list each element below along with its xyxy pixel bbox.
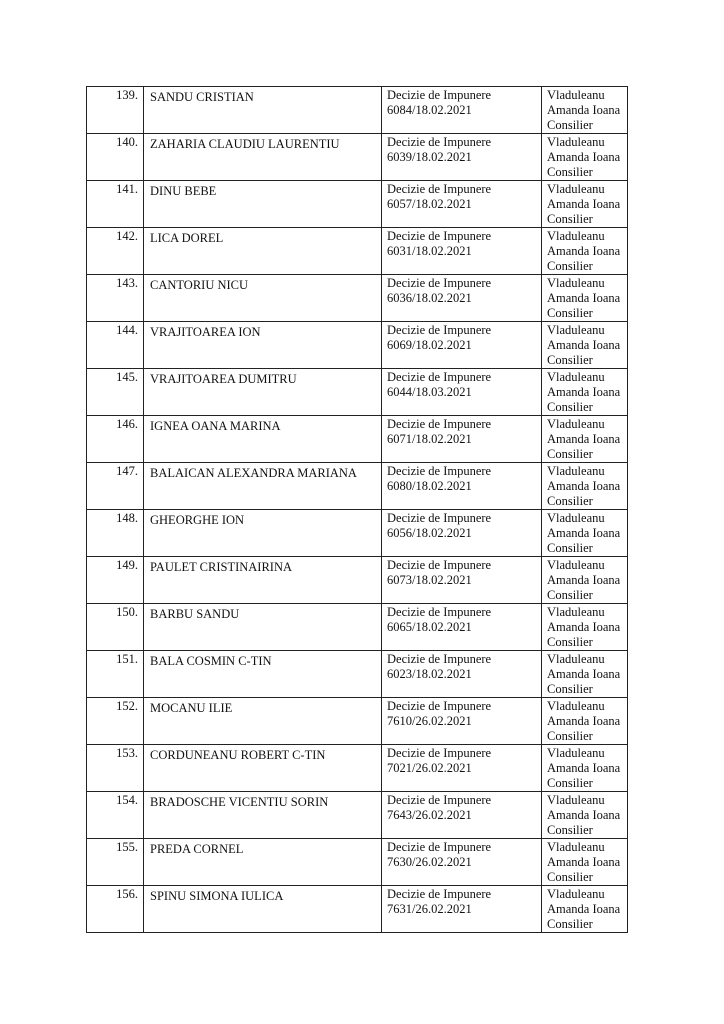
- row-number: 147.: [87, 463, 144, 510]
- responsible-cell: [542, 745, 628, 792]
- document-cell: [382, 369, 542, 416]
- table-row: [87, 839, 628, 886]
- document-type: Decizie de Impunere: [387, 652, 492, 666]
- responsible-role: Consilier: [547, 823, 593, 837]
- document-type: Decizie de Impunere: [387, 605, 492, 619]
- person-name-text: BALA COSMIN C-TIN: [150, 654, 272, 668]
- responsible-given-names: Amanda Ioana: [547, 526, 621, 540]
- row-number: 156.: [87, 886, 144, 933]
- responsible-given-names: Amanda Ioana: [547, 808, 621, 822]
- table-row: [87, 792, 628, 839]
- document-cell: [382, 416, 542, 463]
- responsible-given-names: Amanda Ioana: [547, 855, 621, 869]
- document-cell: [382, 839, 542, 886]
- person-name: [144, 463, 382, 510]
- document-cell: [382, 228, 542, 275]
- document-type: Decizie de Impunere: [387, 88, 492, 102]
- row-number: 149.: [87, 557, 144, 604]
- document-type: Decizie de Impunere: [387, 229, 492, 243]
- responsible-surname: Vladuleanu: [547, 605, 605, 619]
- person-name: [144, 275, 382, 322]
- responsible-surname: Vladuleanu: [547, 229, 605, 243]
- document-reference: 6044/18.03.2021: [387, 385, 472, 399]
- responsible-surname: Vladuleanu: [547, 276, 605, 290]
- person-name: [144, 745, 382, 792]
- responsible-surname: Vladuleanu: [547, 793, 605, 807]
- document-cell: [382, 698, 542, 745]
- responsible-role: Consilier: [547, 776, 593, 790]
- document-cell: [382, 792, 542, 839]
- responsible-role: Consilier: [547, 917, 593, 931]
- table-row: [87, 134, 628, 181]
- responsible-cell: [542, 228, 628, 275]
- table-row: [87, 322, 628, 369]
- document-cell: [382, 134, 542, 181]
- document-reference: 6056/18.02.2021: [387, 526, 472, 540]
- person-name-text: CORDUNEANU ROBERT C-TIN: [150, 748, 326, 762]
- responsible-cell: [542, 87, 628, 134]
- document-type: Decizie de Impunere: [387, 699, 492, 713]
- responsible-role: Consilier: [547, 118, 593, 132]
- document-type: Decizie de Impunere: [387, 323, 492, 337]
- table-row: [87, 604, 628, 651]
- person-name-text: PAULET CRISTINAIRINA: [150, 560, 293, 574]
- responsible-cell: [542, 181, 628, 228]
- document-type: Decizie de Impunere: [387, 135, 492, 149]
- person-name: [144, 698, 382, 745]
- row-number: 150.: [87, 604, 144, 651]
- person-name: [144, 322, 382, 369]
- document-reference: 6036/18.02.2021: [387, 291, 472, 305]
- document-type: Decizie de Impunere: [387, 793, 492, 807]
- table-row: [87, 698, 628, 745]
- person-name: [144, 651, 382, 698]
- person-name: [144, 228, 382, 275]
- responsible-cell: [542, 886, 628, 933]
- records-table-body: [87, 87, 628, 933]
- responsible-surname: Vladuleanu: [547, 887, 605, 901]
- table-row: [87, 416, 628, 463]
- document-reference: 6080/18.02.2021: [387, 479, 472, 493]
- document-reference: 6069/18.02.2021: [387, 338, 472, 352]
- responsible-cell: [542, 698, 628, 745]
- responsible-given-names: Amanda Ioana: [547, 338, 621, 352]
- responsible-cell: [542, 839, 628, 886]
- responsible-role: Consilier: [547, 729, 593, 743]
- row-number: 154.: [87, 792, 144, 839]
- responsible-surname: Vladuleanu: [547, 511, 605, 525]
- responsible-role: Consilier: [547, 165, 593, 179]
- document-reference: 6023/18.02.2021: [387, 667, 472, 681]
- responsible-given-names: Amanda Ioana: [547, 902, 621, 916]
- person-name: [144, 416, 382, 463]
- responsible-role: Consilier: [547, 494, 593, 508]
- document-type: Decizie de Impunere: [387, 511, 492, 525]
- person-name-text: BALAICAN ALEXANDRA MARIANA: [150, 466, 357, 480]
- person-name: [144, 369, 382, 416]
- document-reference: 6031/18.02.2021: [387, 244, 472, 258]
- table-row: [87, 745, 628, 792]
- responsible-role: Consilier: [547, 541, 593, 555]
- person-name-text: DINU BEBE: [150, 184, 217, 198]
- document-reference: 6073/18.02.2021: [387, 573, 472, 587]
- responsible-role: Consilier: [547, 870, 593, 884]
- document-cell: [382, 557, 542, 604]
- row-number: 155.: [87, 839, 144, 886]
- table-row: [87, 87, 628, 134]
- responsible-given-names: Amanda Ioana: [547, 197, 621, 211]
- table-row: [87, 886, 628, 933]
- document-reference: 7630/26.02.2021: [387, 855, 472, 869]
- person-name: [144, 510, 382, 557]
- person-name-text: MOCANU ILIE: [150, 701, 233, 715]
- person-name: [144, 557, 382, 604]
- document-type: Decizie de Impunere: [387, 276, 492, 290]
- responsible-given-names: Amanda Ioana: [547, 573, 621, 587]
- responsible-given-names: Amanda Ioana: [547, 714, 621, 728]
- responsible-given-names: Amanda Ioana: [547, 667, 621, 681]
- responsible-role: Consilier: [547, 353, 593, 367]
- document-reference: 7610/26.02.2021: [387, 714, 472, 728]
- responsible-role: Consilier: [547, 588, 593, 602]
- document-type: Decizie de Impunere: [387, 417, 492, 431]
- responsible-surname: Vladuleanu: [547, 182, 605, 196]
- person-name-text: VRAJITOAREA DUMITRU: [150, 372, 297, 386]
- person-name-text: BRADOSCHE VICENTIU SORIN: [150, 795, 329, 809]
- document-cell: [382, 886, 542, 933]
- document-type: Decizie de Impunere: [387, 840, 492, 854]
- person-name-text: BARBU SANDU: [150, 607, 240, 621]
- responsible-surname: Vladuleanu: [547, 464, 605, 478]
- responsible-surname: Vladuleanu: [547, 558, 605, 572]
- responsible-cell: [542, 416, 628, 463]
- document-reference: 6057/18.02.2021: [387, 197, 472, 211]
- person-name-text: SANDU CRISTIAN: [150, 90, 254, 104]
- person-name: [144, 87, 382, 134]
- responsible-surname: Vladuleanu: [547, 652, 605, 666]
- row-number: 151.: [87, 651, 144, 698]
- person-name-text: GHEORGHE ION: [150, 513, 245, 527]
- row-number: 140.: [87, 134, 144, 181]
- row-number: 143.: [87, 275, 144, 322]
- document-reference: 7021/26.02.2021: [387, 761, 472, 775]
- responsible-given-names: Amanda Ioana: [547, 291, 621, 305]
- person-name: [144, 134, 382, 181]
- responsible-role: Consilier: [547, 635, 593, 649]
- person-name-text: SPINU SIMONA IULICA: [150, 889, 284, 903]
- row-number: 141.: [87, 181, 144, 228]
- person-name-text: IGNEA OANA MARINA: [150, 419, 281, 433]
- document-reference: 7643/26.02.2021: [387, 808, 472, 822]
- person-name-text: VRAJITOAREA ION: [150, 325, 261, 339]
- document-cell: [382, 181, 542, 228]
- person-name: [144, 181, 382, 228]
- row-number: 139.: [87, 87, 144, 134]
- responsible-given-names: Amanda Ioana: [547, 150, 621, 164]
- responsible-surname: Vladuleanu: [547, 135, 605, 149]
- responsible-cell: [542, 510, 628, 557]
- document-type: Decizie de Impunere: [387, 887, 492, 901]
- document-type: Decizie de Impunere: [387, 464, 492, 478]
- responsible-role: Consilier: [547, 306, 593, 320]
- person-name: [144, 792, 382, 839]
- table-row: [87, 369, 628, 416]
- row-number: 145.: [87, 369, 144, 416]
- document-reference: 7631/26.02.2021: [387, 902, 472, 916]
- table-row: [87, 181, 628, 228]
- responsible-given-names: Amanda Ioana: [547, 761, 621, 775]
- responsible-surname: Vladuleanu: [547, 417, 605, 431]
- document-cell: [382, 275, 542, 322]
- responsible-surname: Vladuleanu: [547, 746, 605, 760]
- person-name-text: ZAHARIA CLAUDIU LAURENTIU: [150, 137, 340, 151]
- table-row: [87, 651, 628, 698]
- document-reference: 6065/18.02.2021: [387, 620, 472, 634]
- responsible-given-names: Amanda Ioana: [547, 244, 621, 258]
- responsible-surname: Vladuleanu: [547, 88, 605, 102]
- responsible-cell: [542, 322, 628, 369]
- responsible-cell: [542, 557, 628, 604]
- document-cell: [382, 322, 542, 369]
- document-reference: 6039/18.02.2021: [387, 150, 472, 164]
- table-row: [87, 275, 628, 322]
- responsible-cell: [542, 651, 628, 698]
- row-number: 146.: [87, 416, 144, 463]
- row-number: 152.: [87, 698, 144, 745]
- table-row: [87, 228, 628, 275]
- document-reference: 6071/18.02.2021: [387, 432, 472, 446]
- responsible-given-names: Amanda Ioana: [547, 432, 621, 446]
- document-cell: [382, 510, 542, 557]
- document-type: Decizie de Impunere: [387, 746, 492, 760]
- records-table: [86, 86, 628, 933]
- document-cell: [382, 604, 542, 651]
- person-name-text: LICA DOREL: [150, 231, 224, 245]
- person-name-text: PREDA CORNEL: [150, 842, 244, 856]
- person-name: [144, 839, 382, 886]
- responsible-cell: [542, 463, 628, 510]
- row-number: 142.: [87, 228, 144, 275]
- responsible-role: Consilier: [547, 212, 593, 226]
- responsible-role: Consilier: [547, 400, 593, 414]
- responsible-cell: [542, 275, 628, 322]
- responsible-given-names: Amanda Ioana: [547, 103, 621, 117]
- responsible-given-names: Amanda Ioana: [547, 620, 621, 634]
- responsible-surname: Vladuleanu: [547, 840, 605, 854]
- responsible-cell: [542, 369, 628, 416]
- responsible-given-names: Amanda Ioana: [547, 385, 621, 399]
- document-type: Decizie de Impunere: [387, 370, 492, 384]
- responsible-surname: Vladuleanu: [547, 699, 605, 713]
- document-reference: 6084/18.02.2021: [387, 103, 472, 117]
- responsible-surname: Vladuleanu: [547, 323, 605, 337]
- table-row: [87, 510, 628, 557]
- responsible-role: Consilier: [547, 447, 593, 461]
- responsible-surname: Vladuleanu: [547, 370, 605, 384]
- table-row: [87, 463, 628, 510]
- row-number: 153.: [87, 745, 144, 792]
- document-type: Decizie de Impunere: [387, 182, 492, 196]
- row-number: 144.: [87, 322, 144, 369]
- responsible-cell: [542, 792, 628, 839]
- document-cell: [382, 651, 542, 698]
- document-type: Decizie de Impunere: [387, 558, 492, 572]
- row-number: 148.: [87, 510, 144, 557]
- person-name: [144, 886, 382, 933]
- responsible-cell: [542, 134, 628, 181]
- document-cell: [382, 463, 542, 510]
- responsible-given-names: Amanda Ioana: [547, 479, 621, 493]
- table-row: [87, 557, 628, 604]
- responsible-cell: [542, 604, 628, 651]
- person-name-text: CANTORIU NICU: [150, 278, 249, 292]
- document-cell: [382, 87, 542, 134]
- person-name: [144, 604, 382, 651]
- responsible-role: Consilier: [547, 259, 593, 273]
- responsible-role: Consilier: [547, 682, 593, 696]
- document-cell: [382, 745, 542, 792]
